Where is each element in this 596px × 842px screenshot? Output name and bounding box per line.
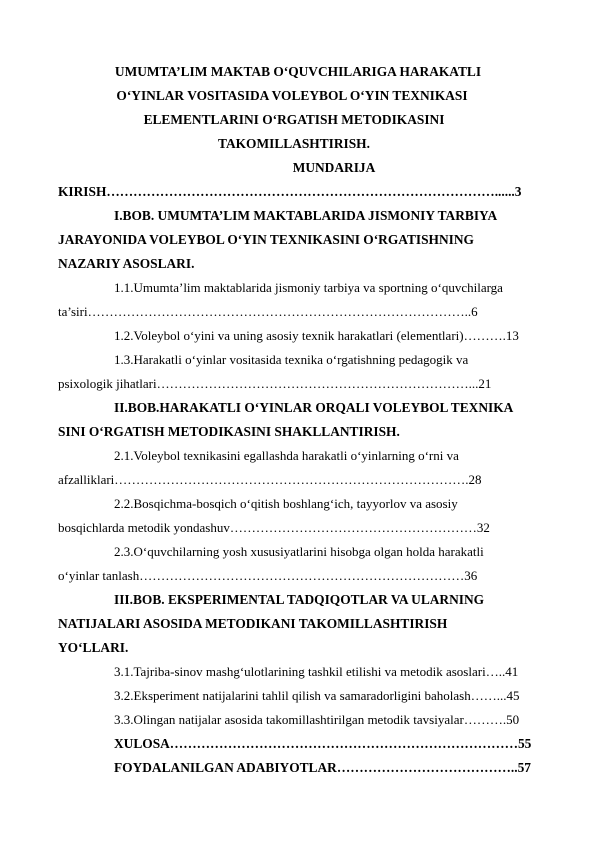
title-line-4: TAKOMILLASHTIRISH. [218, 136, 370, 151]
toc-section-3-1[interactable]: 3.1.Tajriba-sinov mashg‘ulotlarining tashkil etilishi va metodik asoslari…..41 [114, 664, 519, 679]
toc-chapter-3-line-2[interactable]: NATIJALARI ASOSIDA METODIKANI TAKOMILLASHTIRISH [58, 616, 448, 631]
toc-section-2-3-line-1[interactable]: 2.3.O‘quvchilarning yosh xususiyatlarini hisobga olgan holda harakatli [114, 544, 484, 559]
toc-adabiyotlar[interactable]: FOYDALANILGAN ADABIYOTLAR…………………………………..57 [114, 760, 531, 775]
title-line-2: O‘YINLAR VOSITASIDA VOLEYBOL O‘YIN TEXNIKASI [116, 88, 468, 103]
toc-chapter-2-line-2[interactable]: SINI O‘RGATISH METODIKASINI SHAKLLANTIRISH. [58, 424, 400, 439]
toc-section-2-1-line-1[interactable]: 2.1.Voleybol texnikasini egallashda harakatli o‘yinlarning o‘rni va [114, 448, 459, 463]
toc-chapter-3-line-1[interactable]: III.BOB. EKSPERIMENTAL TADQIQOTLAR VA ULARNING [114, 592, 485, 607]
toc-section-3-3[interactable]: 3.3.Olingan natijalar asosida takomillashtirilgan metodik tavsiyalar……….50 [114, 712, 520, 727]
toc-xulosa[interactable]: XULOSA……………………………………………………………………55 [114, 736, 532, 751]
title-line-1: UMUMTA’LIM MAKTAB O‘QUVCHILARIGA HARAKATLI [114, 64, 482, 79]
toc-section-1-3-line-1[interactable]: 1.3.Harakatli o‘yinlar vositasida texnika o‘rgatishning pedagogik va [114, 352, 469, 367]
title-line-3: ELEMENTLARINI O‘RGATISH METODIKASINI [143, 112, 445, 127]
contents-heading: MUNDARIJA [292, 160, 376, 175]
toc-section-1-1-line-2[interactable]: ta’siri……………………………………………………………………………..6 [58, 304, 478, 319]
toc-chapter-1-line-1[interactable]: I.BOB. UMUMTA’LIM MAKTABLARIDA JISMONIY TARBIYA [114, 208, 498, 223]
toc-chapter-3-line-3[interactable]: YO‘LLARI. [58, 640, 129, 655]
toc-section-1-3-line-2[interactable]: psixologik jihatlari………………………………………………………………...21 [58, 376, 492, 391]
toc-section-3-2[interactable]: 3.2.Eksperiment natijalarini tahlil qilish va samaradorligini baholash……...45 [114, 688, 520, 703]
toc-kirish[interactable]: KIRISH……………………………………………………………………………......3 [58, 184, 522, 199]
toc-section-2-2-line-1[interactable]: 2.2.Bosqichma-bosqich o‘qitish boshlang‘ich, tayyorlov va asosiy [114, 496, 458, 511]
toc-section-1-1-line-1[interactable]: 1.1.Umumta’lim maktablarida jismoniy tarbiya va sportning o‘quvchilarga [114, 280, 503, 295]
toc-chapter-2-line-1[interactable]: II.BOB.HARAKATLI O‘YINLAR ORQALI VOLEYBOL TEXNIKA [114, 400, 514, 415]
toc-chapter-1-line-3[interactable]: NAZARIY ASOSLARI. [58, 256, 195, 271]
toc-section-2-1-line-2[interactable]: afzalliklari……………………………………………………………………….28 [58, 472, 482, 487]
toc-section-2-2-line-2[interactable]: bosqichlarda metodik yondashuv…………………………………………………32 [58, 520, 490, 535]
toc-chapter-1-line-2[interactable]: JARAYONIDA VOLEYBOL O‘YIN TEXNIKASINI O‘RGATISHNING [58, 232, 474, 247]
toc-section-1-2[interactable]: 1.2.Voleybol o‘yini va uning asosiy texnik harakatlari (elementlari)……….13 [114, 328, 519, 343]
toc-section-2-3-line-2[interactable]: o‘yinlar tanlash…………………………………………………………………36 [58, 568, 478, 583]
